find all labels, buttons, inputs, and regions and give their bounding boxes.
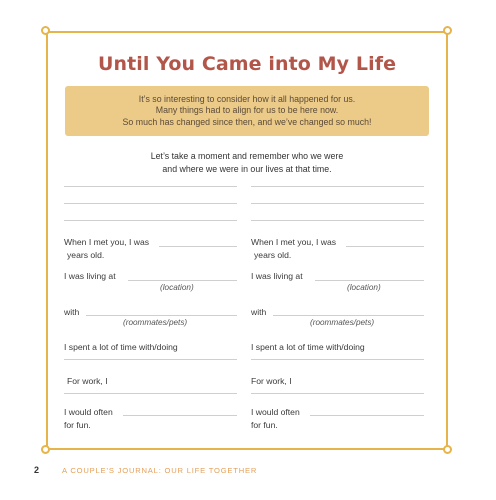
for-fun-label: for fun. <box>251 420 278 430</box>
running-footer: A COUPLE’S JOURNAL: OUR LIFE TOGETHER <box>62 466 258 475</box>
write-in-line[interactable] <box>251 359 424 360</box>
location-write-in-line[interactable] <box>315 280 424 281</box>
work-label: For work, I <box>251 376 292 386</box>
write-in-line[interactable] <box>251 186 424 187</box>
corner-ornament <box>443 445 452 454</box>
age-write-in-line[interactable] <box>159 246 237 247</box>
time-label: I spent a lot of time with/doing <box>64 342 178 352</box>
location-hint: (location) <box>347 283 381 292</box>
for-fun-label: for fun. <box>64 420 91 430</box>
often-write-in-line[interactable] <box>310 415 424 416</box>
often-label: I would often <box>251 407 300 417</box>
write-in-line[interactable] <box>64 220 237 221</box>
with-label: with <box>251 307 267 317</box>
corner-ornament <box>41 445 50 454</box>
write-in-line[interactable] <box>251 220 424 221</box>
write-in-line[interactable] <box>251 203 424 204</box>
living-label: I was living at <box>64 271 116 281</box>
time-label: I spent a lot of time with/doing <box>251 342 365 352</box>
met-age-label: When I met you, I was <box>251 237 337 247</box>
location-write-in-line[interactable] <box>128 280 237 281</box>
living-label: I was living at <box>251 271 303 281</box>
intro-text <box>46 150 448 175</box>
location-hint: (location) <box>160 283 194 292</box>
write-in-line[interactable] <box>64 203 237 204</box>
write-in-line[interactable] <box>64 393 237 394</box>
roommates-write-in-line[interactable] <box>86 315 237 316</box>
intro-line: and where we were in our lives at that time. <box>162 163 332 174</box>
corner-ornament <box>443 26 452 35</box>
banner-line: So much has changed since then, and we’ve changed so much! <box>122 116 372 127</box>
roommates-hint: (roommates/pets) <box>310 318 375 327</box>
banner-line: Many things had to align for us to be here now. <box>155 105 339 116</box>
intro-banner <box>65 86 429 136</box>
roommates-write-in-line[interactable] <box>273 315 424 316</box>
page-title: Until You Came into My Life <box>97 53 397 75</box>
intro-line: Let’s take a moment and remember who we were <box>150 151 344 161</box>
years-old-label: years old. <box>67 250 105 260</box>
years-old-label: years old. <box>254 250 292 260</box>
page-number: 2 <box>34 465 40 475</box>
work-label: For work, I <box>67 376 108 386</box>
banner-line: It’s so interesting to consider how it all happened for us. <box>138 93 356 104</box>
write-in-line[interactable] <box>64 186 237 187</box>
corner-ornament <box>41 26 50 35</box>
roommates-hint: (roommates/pets) <box>123 318 188 327</box>
age-write-in-line[interactable] <box>346 246 424 247</box>
write-in-line[interactable] <box>251 393 424 394</box>
often-label: I would often <box>64 407 113 417</box>
met-age-label: When I met you, I was <box>64 237 150 247</box>
write-in-line[interactable] <box>64 359 237 360</box>
often-write-in-line[interactable] <box>123 415 237 416</box>
with-label: with <box>64 307 80 317</box>
